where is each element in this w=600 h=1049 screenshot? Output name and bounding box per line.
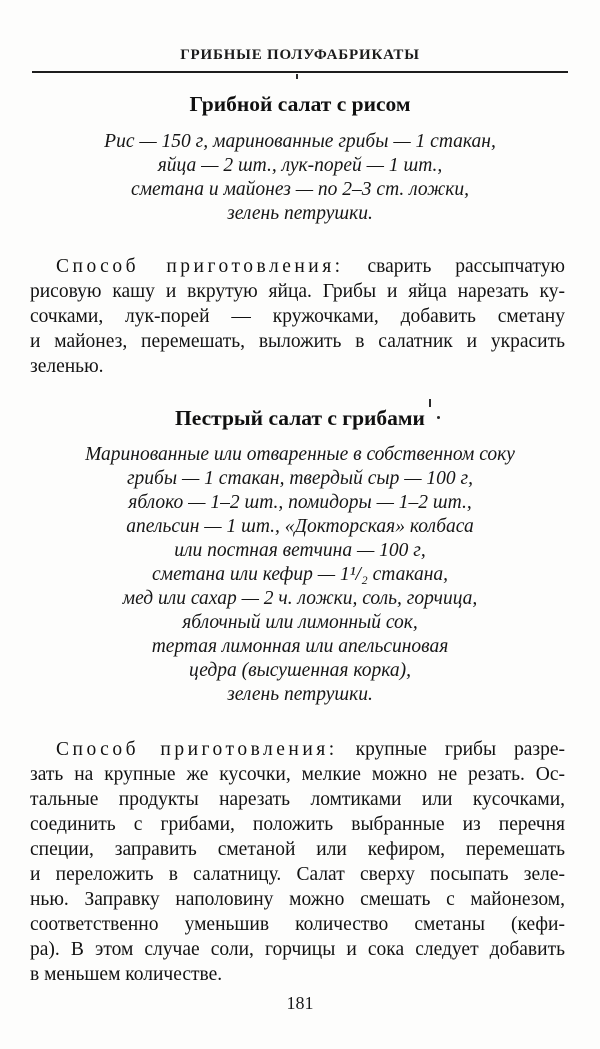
scan-artifact-tick — [296, 74, 298, 79]
ingredients-line: или постная ветчина — 100 г, — [174, 540, 426, 561]
method-label: Способ приготовления: — [56, 256, 344, 277]
method-line: зеленью. — [30, 356, 104, 377]
scan-artifact-dot — [437, 416, 440, 419]
method-line — [30, 254, 565, 279]
ingredients-line: зелень петрушки. — [227, 203, 373, 224]
method-paragraph — [30, 254, 565, 379]
method-paragraph — [30, 737, 565, 987]
ingredients-line: зелень петрушки. — [227, 684, 373, 705]
ingredients-line: тертая лимонная или апельсиновая — [151, 636, 449, 657]
method-line: и переложить в салатницу. Салат сверху посыпать зеле- — [30, 864, 565, 885]
ingredients-line: сметана и майонез — по 2–3 ст. ложки, — [130, 179, 470, 200]
ingredients-line: яблочный или лимонный сок, — [182, 612, 418, 633]
ingredients-line: сметана или кефир — 1¹/₂ стакана, — [151, 564, 449, 585]
method-line: зать на крупные же кусочки, мелкие можно не резать. Ос- — [30, 764, 565, 785]
method-label: Способ приготовления: — [56, 739, 338, 760]
recipe-title-gribnoy-salat: Грибной салат с рисом — [189, 92, 411, 116]
ingredients-block — [0, 443, 600, 707]
recipe-title-pestryi-salat: Пестрый салат с грибами — [175, 406, 425, 430]
ingredients-line: яйца — 2 шт., лук-порей — 1 шт., — [157, 155, 443, 176]
ingredients-line: апельсин — 1 шт., «Докторская» колбаса — [126, 516, 474, 537]
running-header: ГРИБНЫЕ ПОЛУФАБРИКАТЫ — [180, 47, 420, 63]
scan-artifact-tick — [429, 399, 431, 407]
header-rule-divider — [32, 71, 568, 73]
method-line: ра). В этом случае соли, горчицы и сока следует добавить — [30, 939, 565, 960]
method-line-text: сварить рассыпчатую — [367, 256, 566, 277]
ingredients-block — [0, 130, 600, 226]
method-line: соответственно уменьшив количество сметаны (кефи- — [30, 914, 565, 935]
method-line: сочками, лук-порей — кружочками, добавить сметану — [30, 306, 565, 327]
ingredients-line: мед или сахар — 2 ч. ложки, соль, горчица, — [122, 588, 478, 609]
method-line-text: крупные грибы разре- — [355, 739, 565, 760]
method-line: рисовую кашу и вкрутую яйца. Грибы и яйца нарезать ку- — [30, 281, 565, 302]
method-line: в меньшем количестве. — [30, 964, 223, 985]
ingredients-line: цедра (высушенная корка), — [188, 660, 412, 681]
ingredients-line: яблоко — 1–2 шт., помидоры — 1–2 шт., — [128, 492, 472, 513]
method-line: тальные продукты нарезать ломтиками или кусочками, — [30, 789, 565, 810]
method-line: и майонез, перемешать, выложить в салатник и украсить — [30, 331, 565, 352]
method-line — [30, 737, 565, 762]
ingredients-line: Рис — 150 г, маринованные грибы — 1 стакан, — [104, 131, 496, 152]
ingredients-line: Маринованные или отваренные в собственном соку — [85, 444, 515, 465]
ingredients-line: грибы — 1 стакан, твердый сыр — 100 г, — [126, 468, 474, 489]
method-line: нью. Заправку наполовину можно смешать с майонезом, — [30, 889, 565, 910]
method-line: специи, заправить сметаной или кефиром, перемешать — [30, 839, 565, 860]
page-number: 181 — [286, 993, 314, 1013]
method-line: соединить с грибами, положить выбранные из перечня — [30, 814, 565, 835]
